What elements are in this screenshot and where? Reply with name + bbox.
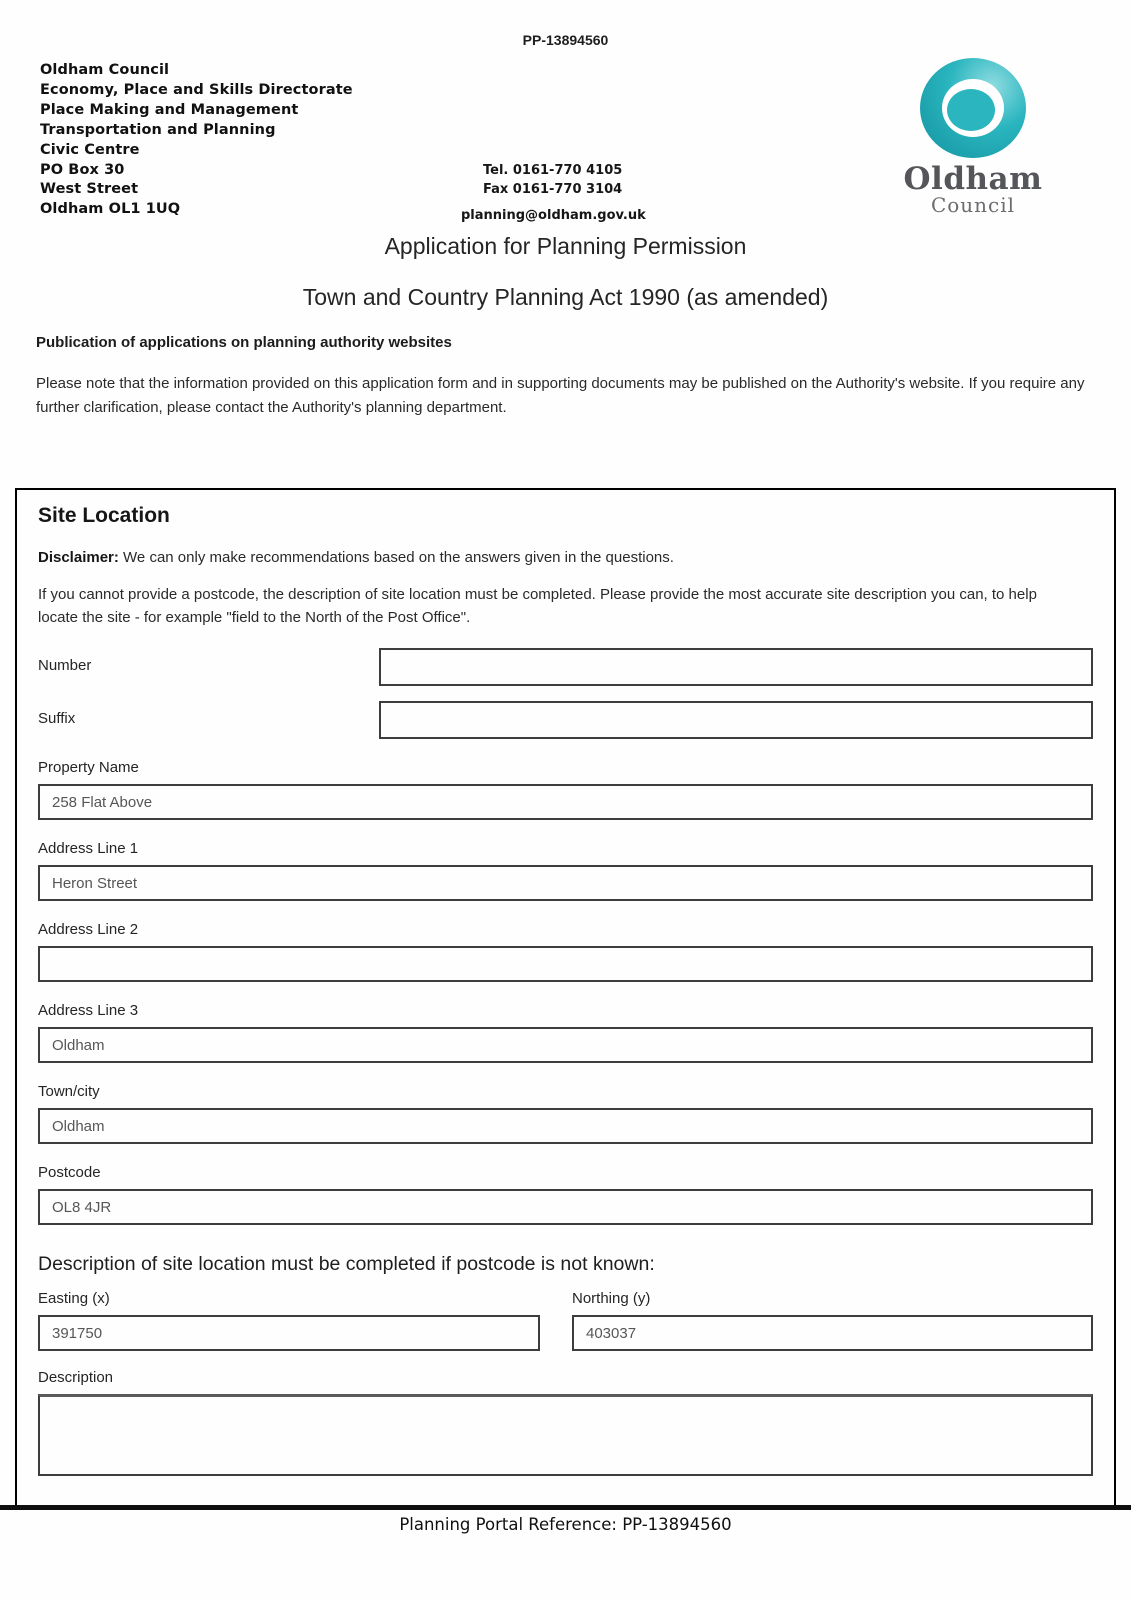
easting-input[interactable] [38, 1315, 540, 1351]
portal-reference-footer: Planning Portal Reference: PP-13894560 [399, 1515, 732, 1534]
address-line-2-input[interactable] [38, 946, 1093, 982]
property-name-label: Property Name [38, 759, 139, 776]
northing-input[interactable] [572, 1315, 1093, 1351]
field-easting [38, 1290, 540, 1351]
site-location-section [15, 488, 1116, 1505]
address-line-3-input[interactable] [38, 1027, 1093, 1063]
site-location-intro: If you cannot provide a postcode, the description of site location must be completed. Please provide the most accurate site description you can, to help locate the site - for example "field to the North of the Post Office". [38, 586, 1037, 626]
council-address-line: Economy, Place and Skills Directorate [40, 81, 353, 98]
field-northing [572, 1290, 1093, 1351]
field-town-city [38, 1083, 1093, 1144]
description-label: Description [38, 1369, 114, 1386]
northing-label: Northing (y) [572, 1290, 651, 1307]
suffix-input[interactable] [379, 701, 1093, 739]
number-label: Number [38, 657, 92, 674]
field-row-suffix [38, 701, 1093, 739]
portal-reference-top: PP-13894560 [522, 32, 609, 48]
tel-line: Tel. 0161-770 4105 [483, 163, 623, 178]
field-description [38, 1369, 1093, 1476]
postcode-label: Postcode [38, 1164, 101, 1181]
coordinates-row [38, 1290, 1093, 1351]
easting-label: Easting (x) [38, 1290, 110, 1307]
field-address-line-2 [38, 921, 1093, 982]
council-address-line: Oldham OL1 1UQ [40, 201, 181, 218]
form-subtitle: Town and Country Planning Act 1990 (as amended) [302, 284, 829, 310]
fax-line: Fax 0161-770 3104 [483, 182, 623, 197]
address-line-2-label: Address Line 2 [38, 921, 139, 938]
logo-owl-eye-icon [920, 58, 1026, 158]
field-row-number [38, 648, 1093, 686]
council-address-line: Transportation and Planning [40, 121, 276, 138]
town-city-input[interactable] [38, 1108, 1093, 1144]
field-address-line-3 [38, 1002, 1093, 1063]
address-line-3-label: Address Line 3 [38, 1002, 139, 1019]
council-address-line: Place Making and Management [40, 101, 299, 118]
council-address-line: PO Box 30 [40, 161, 125, 178]
description-requirement-heading: Description of site location must be completed if postcode is not known: [38, 1253, 655, 1275]
site-location-heading: Site Location [38, 504, 170, 527]
page-break-divider [0, 1505, 1131, 1510]
council-email: planning@oldham.gov.uk [461, 208, 646, 223]
town-city-label: Town/city [38, 1083, 100, 1100]
form-title: Application for Planning Permission [384, 233, 747, 259]
logo-wordmark-sub: Council [930, 193, 1016, 217]
publication-heading: Publication of applications on planning authority websites [36, 334, 452, 351]
address-line-1-input[interactable] [38, 865, 1093, 901]
council-address-line: Oldham Council [40, 62, 170, 78]
council-address-block [40, 61, 353, 220]
publication-body: Please note that the information provided on this application form and in supporting documents may be published on the Authority's website. If you require any further clarification, please contact the Authority's planning department. [36, 375, 1085, 416]
field-address-line-1 [38, 840, 1093, 901]
oldham-council-logo [903, 58, 1043, 216]
council-address-line: Civic Centre [40, 141, 140, 158]
property-name-input[interactable] [38, 784, 1093, 820]
disclaimer-body: We can only make recommendations based on the answers given in the questions. [123, 549, 674, 566]
suffix-label: Suffix [38, 710, 76, 727]
address-line-1-label: Address Line 1 [38, 840, 139, 857]
disclaimer-text [38, 549, 1093, 566]
logo-wordmark: Oldham [903, 161, 1043, 197]
logo-pupil [947, 89, 995, 131]
description-textarea[interactable] [38, 1394, 1093, 1476]
council-contact-block [483, 161, 622, 199]
logo-white-ring [942, 79, 1004, 137]
postcode-input[interactable] [38, 1189, 1093, 1225]
disclaimer-label: Disclaimer: [38, 549, 119, 566]
number-input[interactable] [379, 648, 1093, 686]
council-address-line: West Street [40, 181, 139, 198]
field-postcode [38, 1164, 1093, 1225]
field-property-name [38, 759, 1093, 820]
